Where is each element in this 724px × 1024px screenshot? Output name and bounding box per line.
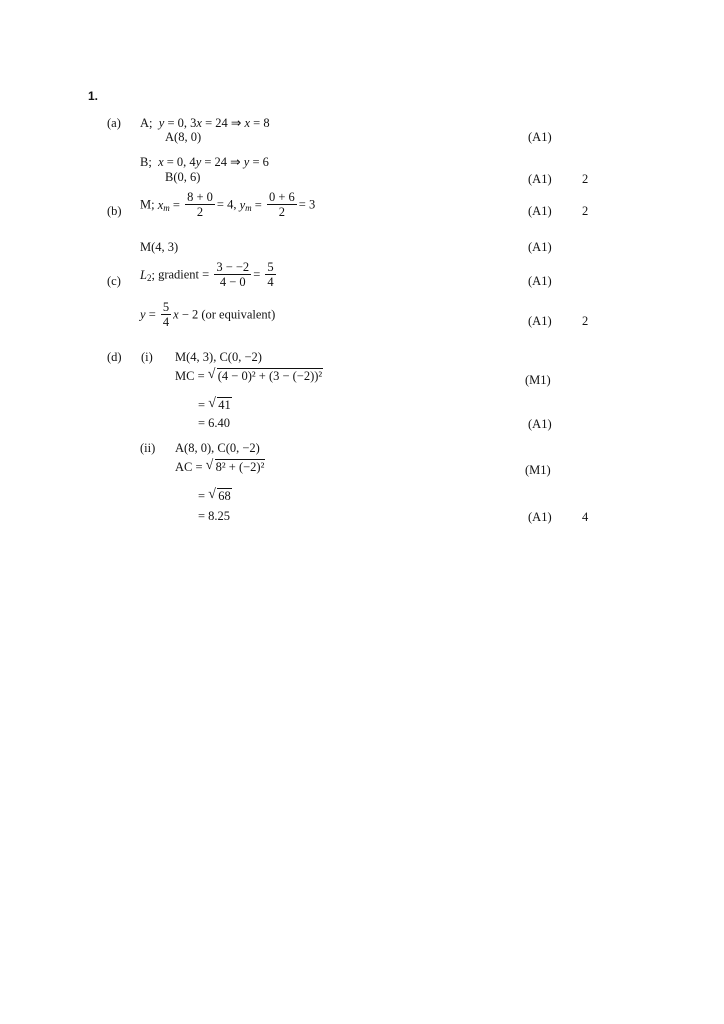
part-b-mark2: (A1) xyxy=(528,240,552,254)
part-c-eq-den: 4 xyxy=(162,315,170,329)
part-d-i-mc-line xyxy=(175,369,323,383)
part-b-xm-result: = 4, xyxy=(216,197,240,212)
part-b-ym-num: 0 + 6 xyxy=(268,190,295,204)
part-d-i-sqrt-prefix: = xyxy=(198,398,209,412)
part-d-ii-radicand: 8² + (−2)² xyxy=(215,460,265,474)
part-b-mark1: (A1) xyxy=(528,204,552,218)
part-b-ym-result: = 3 xyxy=(298,197,316,212)
part-d-i-mc: MC = xyxy=(175,369,208,383)
part-c-g-res-num: 5 xyxy=(267,260,274,274)
part-a-B-mark: (A1) xyxy=(528,172,552,186)
part-d-ii-points: A(8, 0), C(0, −2) xyxy=(175,441,260,455)
part-c-eq-num: 5 xyxy=(162,300,170,314)
part-d-ii-sqrt-prefix: = xyxy=(198,489,209,503)
part-b-xm-num: 8 + 0 xyxy=(187,190,213,204)
part-b-label: (b) xyxy=(107,204,122,218)
part-b-total: 2 xyxy=(582,204,589,218)
part-c-equation-line: y = $\frac{5}{4}$ x − 2 (or equivalent) xyxy=(140,300,276,329)
part-a-A-point: A(8, 0) xyxy=(165,130,202,144)
part-d-ii-mark1: (M1) xyxy=(525,463,551,477)
part-c-mark1: (A1) xyxy=(528,274,552,288)
part-c-g-eq: = xyxy=(253,267,261,282)
part-a-B-given: = 0, 4 xyxy=(166,155,196,169)
part-d-i-radicand: (4 − 0)² + (3 − (−2))² xyxy=(217,369,323,383)
part-c-total: 2 xyxy=(582,314,589,328)
part-c-eq-eq: = xyxy=(145,307,159,322)
part-d-ii-sqrt-line xyxy=(198,489,232,503)
part-a-A-mark: (A1) xyxy=(528,130,552,144)
part-d-i-result: = 6.40 xyxy=(198,416,231,430)
part-c-eq-rest: − 2 (or equivalent) xyxy=(178,307,276,322)
part-a-B-given2: = 24 ⇒ xyxy=(201,155,244,169)
part-b-midpoint-line: M; $x_m$ = $\frac{8 + 0}{2}$ = 4, $y_m$ = $\frac{0 + 6}{2}$ = 3 xyxy=(140,190,316,219)
part-c-eq-y: y xyxy=(140,307,146,322)
part-d-ii-ac: AC = xyxy=(175,460,206,474)
part-a-B-line: B; x = 0, 4y = 24 ⇒ y = 6 xyxy=(140,155,269,169)
part-a-A-label: A; xyxy=(140,116,153,130)
part-b-M-point: M(4, 3) xyxy=(140,240,179,254)
part-c-g-num: 3 − −2 xyxy=(216,260,250,274)
part-d-ii-label: (ii) xyxy=(140,441,156,455)
part-d-i-sqrt-line xyxy=(198,398,232,412)
part-b-xm-den: 2 xyxy=(196,205,204,219)
part-a-A-given: 0, 3 xyxy=(177,116,197,130)
part-a-B-point: B(0, 6) xyxy=(165,170,201,184)
part-c-gradient-line: $L_2$; gradient = $\frac{3 - -2}{4 - 0}$ = $\frac{5}{4}$ xyxy=(140,260,274,289)
part-c-g-den: 4 − 0 xyxy=(219,275,246,289)
part-d-ii-ac-line xyxy=(175,460,265,474)
part-d-i-mark1: (M1) xyxy=(525,373,551,387)
part-c-label: (c) xyxy=(107,274,121,288)
part-a-B-label: B; xyxy=(140,155,152,169)
part-b-M-prefix: M; xyxy=(140,197,158,212)
question-number: 1. xyxy=(88,89,99,103)
part-c-mark2: (A1) xyxy=(528,314,552,328)
part-d-i-sqrt-val: 41 xyxy=(218,398,231,412)
part-d-ii-mark2: (A1) xyxy=(528,510,552,524)
part-b-ym-den: 2 xyxy=(278,205,285,219)
part-d-label: (d) xyxy=(107,350,122,364)
part-c-gradient-text: gradient = xyxy=(158,267,210,282)
part-d-i-points: M(4, 3), C(0, −2) xyxy=(175,350,262,364)
part-a-A-given3: = 8 xyxy=(250,116,270,130)
part-d-i-label: (i) xyxy=(141,350,153,364)
part-d-i-mark2: (A1) xyxy=(528,417,552,431)
part-d-ii-result: = 8.25 xyxy=(198,509,231,523)
part-a-total: 2 xyxy=(582,172,589,186)
part-a-B-given3: = 6 xyxy=(249,155,269,169)
part-a-A-given2: = 24 ⇒ xyxy=(201,116,245,130)
part-d-ii-sqrt-val: 68 xyxy=(218,489,231,503)
part-a-A-line: A; y = 0, 3x = 24 ⇒ x = 8 xyxy=(140,116,270,130)
part-a-label: (a) xyxy=(107,116,121,130)
part-d-total: 4 xyxy=(582,510,589,524)
part-c-g-res-den: 4 xyxy=(267,275,274,289)
